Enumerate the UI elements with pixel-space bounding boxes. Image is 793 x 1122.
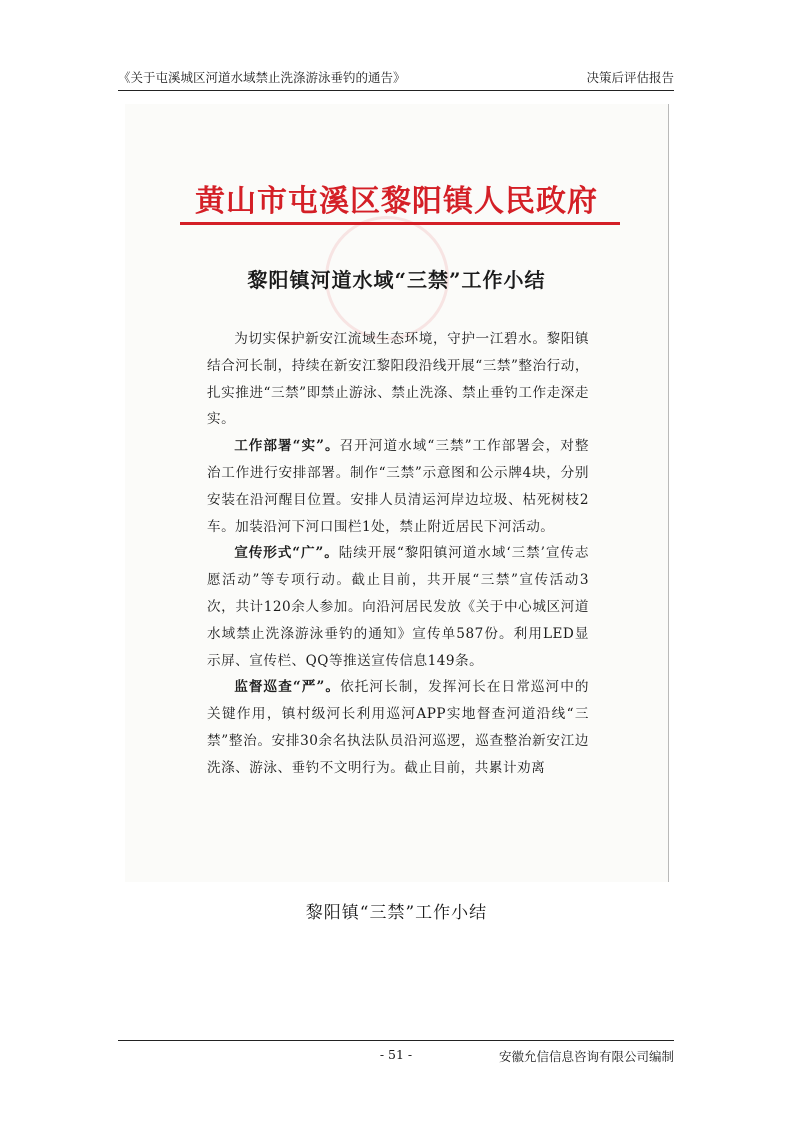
scanned-document-image [125, 104, 669, 882]
figure-caption: 黎阳镇“三禁”工作小结 [305, 903, 488, 923]
paragraph-text: 召开河道水域“三禁”工作部署会，对整治工作进行安排部署。制作“三禁”示意图和公示牌4块，分别安装在沿河醒目位置。安排人员清运河岸边垃圾、枯死树枝2车。加装沿河下河口围栏1处，禁止附近居民下河活动。 [207, 438, 590, 535]
page-number: - 51 - [379, 1047, 413, 1062]
document-body [207, 326, 589, 782]
government-letterhead: 黄山市屯溪区黎阳镇人民政府 [195, 184, 598, 219]
paragraph-text: 依托河长制，发挥河长在日常巡河中的关键作用，镇村级河长利用巡河APP实地督查河道沿线“三禁”整治。安排30余名执法队员沿河巡逻，巡查整治新安江边洗涤、游泳、垂钓不文明行为。截止目前，共累计劝离 [207, 679, 589, 776]
paragraph-text: 为切实保护新安江流域生态环境，守护一江碧水。黎阳镇结合河长制，持续在新安江黎阳段沿线开展“三禁”整治行动，扎实推进“三禁”即禁止游泳、禁止洗涤、禁止垂钓工作走深走实。 [207, 331, 589, 428]
paragraph-text: 陆续开展“黎阳镇河道水域‘三禁’宣传志愿活动”等专项行动。截止目前，共开展“三禁”宣传活动3次，共计120余人参加。向沿河居民发放《关于中心城区河道水域禁止洗涤游泳垂钓的通知》宣传单587份。利用LED显示屏、宣传栏、QQ等推送宣传信息149条。 [207, 545, 589, 669]
publisher-credit: 安徽允信信息咨询有限公司编制 [498, 1049, 674, 1064]
paragraph-deployment [207, 433, 589, 540]
paragraph-inspection [207, 674, 589, 781]
page-footer [118, 1040, 674, 1065]
document-title: 黎阳镇河道水域“三禁”工作小结 [247, 268, 546, 292]
paragraph-publicity [207, 540, 589, 674]
running-header [118, 68, 674, 91]
paragraph-lead: 宣传形式“广”。 [234, 545, 339, 562]
paragraph-lead: 监督巡查“严”。 [234, 679, 341, 696]
paragraph-intro [207, 326, 589, 433]
paragraph-lead: 工作部署“实”。 [234, 438, 340, 455]
header-document-title: 《关于屯溪城区河道水域禁止洗涤游泳垂钓的通告》 [118, 70, 406, 85]
header-report-title: 决策后评估报告 [586, 70, 674, 85]
